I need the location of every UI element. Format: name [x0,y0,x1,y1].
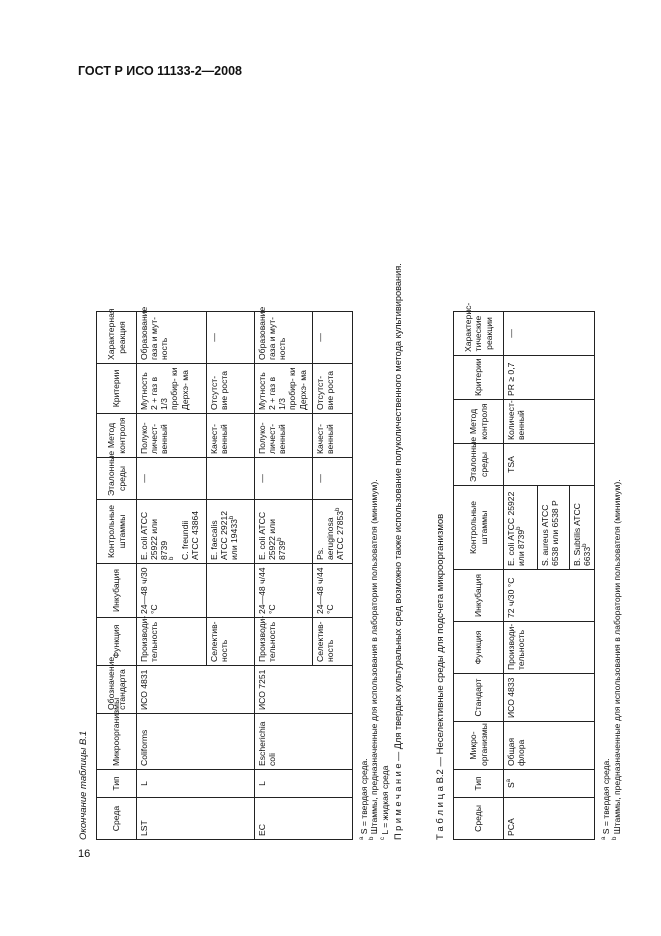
page-header: ГОСТ Р ИСО 11133-2—2008 [78,64,242,78]
cell-strain: B. Subtilis ATCC 6633$^b$ [570,486,595,570]
table-b1 [96,306,353,840]
col-header: Эталонные среды [454,444,504,486]
col-header: Стандарт [454,674,504,722]
col-header: Среды [454,798,504,840]
cell-incub: 24—48 ч/44 °С [313,564,353,618]
cell-type: $S^a$ [504,770,595,798]
cell-medium: PCA [504,798,595,840]
footnote-mark: b [169,556,176,560]
table-b2 [453,302,595,840]
col-header: Метод контроля [454,400,504,444]
table-b1-header-row [97,312,137,840]
cell-type: L [255,770,353,798]
table-b2-header-row [454,312,504,840]
cell-ref: TSA [504,444,595,486]
cell-strain: S. aureus ATCC 6538 или 6538 P [538,486,570,570]
cell-func: Производи- тельность [255,618,313,666]
table-b1-block [78,90,403,840]
cell-crit: PR ≥ 0,7 [504,356,595,400]
strain-text: E. faecalis ATCC 29212 или 19433 [209,510,240,560]
cell-strains [207,500,255,564]
cell-std: ИСО 7251 [255,666,353,714]
cell-medium: EC [255,798,353,840]
strain-text: E. coli ATCC 25922 или 8739 [139,511,170,560]
table-b1-note [393,90,403,840]
col-header: Критерии [97,364,137,414]
cell-react: Образование газа и мут- ность [255,312,313,364]
cell-func: Производи- тельность [504,622,595,674]
table-row [504,312,538,840]
col-header: Среда [97,798,137,840]
col-header: Контрольные штаммы [97,500,137,564]
col-header: Эталонные среды [97,458,137,500]
cell-ref: — [313,458,353,500]
cell-strain: E. coli ATCC 25922 или 8739$^b$ [504,486,538,570]
cell-strains [313,500,353,564]
table-b2-block [435,90,622,840]
col-header: Критерии [454,356,504,400]
footnote-mark: b [277,537,284,541]
table-b1-caption: Окончание таблицы В.1 [78,730,89,840]
footnote: $^b$ Штаммы, предназначенные для использования в лаборатории пользователя (минимум). [369,479,380,840]
col-header: Характерная реакция [97,312,137,364]
col-header: Функция [97,618,137,666]
footnote: $^c$ L = жидкая среда [379,765,390,840]
cell-strains [137,500,207,564]
cell-func: Селектив- ность [207,618,255,666]
col-header: Инкубация [454,570,504,622]
col-header: Функция [454,622,504,674]
cell-strains [255,500,313,564]
cell-method: Качест- венный [313,414,353,458]
col-header: Обозначение стандарта [97,666,137,714]
cell-crit: Отсутст- вие роста [207,364,255,414]
cell-method: Качест- венный [207,414,255,458]
cell-react: — [504,312,595,356]
table-row [137,312,207,840]
strain-text-2: C. freundii ATCC 43864 [179,510,200,560]
strain-text: Ps. aeruginosa ATCC 27853 [315,510,346,560]
cell-ref: — [255,458,313,500]
cell-method: Количест- венный [504,400,595,444]
page-number: 16 [78,848,91,860]
cell-func: Производи- тельность [137,618,207,666]
cell-crit: Мутность 2 + газ в 1/3 пробир- ки Дерхэ- ма [137,364,207,414]
cell-crit: Отсутст- вие роста [313,364,353,414]
col-header: Тип [97,770,137,798]
cell-func: Селектив- ность [313,618,353,666]
cell-incub [207,564,255,618]
footnote: $^a$ S = твердая среда. [601,758,612,840]
note-text: — Для твердых культуральных сред возможно также использование полуколичественного метода культивирования. [393,263,404,761]
cell-ref [207,458,255,500]
cell-crit: Мутность 2 + газ в 1/3 пробир- ки Дерхэ- ма [255,364,313,414]
cell-incub: 24—48 ч/44 °С [255,564,313,618]
cell-type: L [137,770,255,798]
cell-micro: Coliforms [137,714,255,770]
cell-std: ИСО 4833 [504,674,595,722]
cell-react: Образование газа и мут- ность [137,312,207,364]
cell-react: — [207,312,255,364]
cell-incub: 72 ч/30 °С [504,570,595,622]
col-header: Контрольные штаммы [454,486,504,570]
strain-text: E. coli ATCC 25922 или 8739 [257,511,288,560]
footnote: $^a$ S = твердая среда. [359,758,369,840]
col-header: Характерис- тические реакции [454,312,504,356]
cell-method: Полуко- личест- венный [137,414,207,458]
note-label: П р и м е ч а н и е [393,763,404,840]
cell-ref: — [137,458,207,500]
cell-std: ИСО 4831 [137,666,255,714]
footnote-mark: b [335,507,342,511]
cell-incub: 24—48 ч/30 °С [137,564,207,618]
col-header: Метод контроля [97,414,137,458]
footnote: $^b$ Штаммы, предназначенные для использования в лаборатории пользователя (минимум). [611,479,622,840]
footnote-mark: b [229,515,236,520]
col-header: Микро- организмы [454,722,504,770]
table-b2-caption: Т а б л и ц а В.2 — Неселективные среды для подсчета микроорганизмов [435,513,446,840]
cell-micro: Escherichia coli [255,714,353,770]
col-header: Микроорганизмы [97,714,137,770]
cell-medium: LST [137,798,255,840]
col-header: Тип [454,770,504,798]
cell-method: Полуко- личест- венный [255,414,313,458]
col-header: Инкубация [97,564,137,618]
cell-micro: Общая флора [504,722,595,770]
table-row [255,312,313,840]
cell-react: — [313,312,353,364]
